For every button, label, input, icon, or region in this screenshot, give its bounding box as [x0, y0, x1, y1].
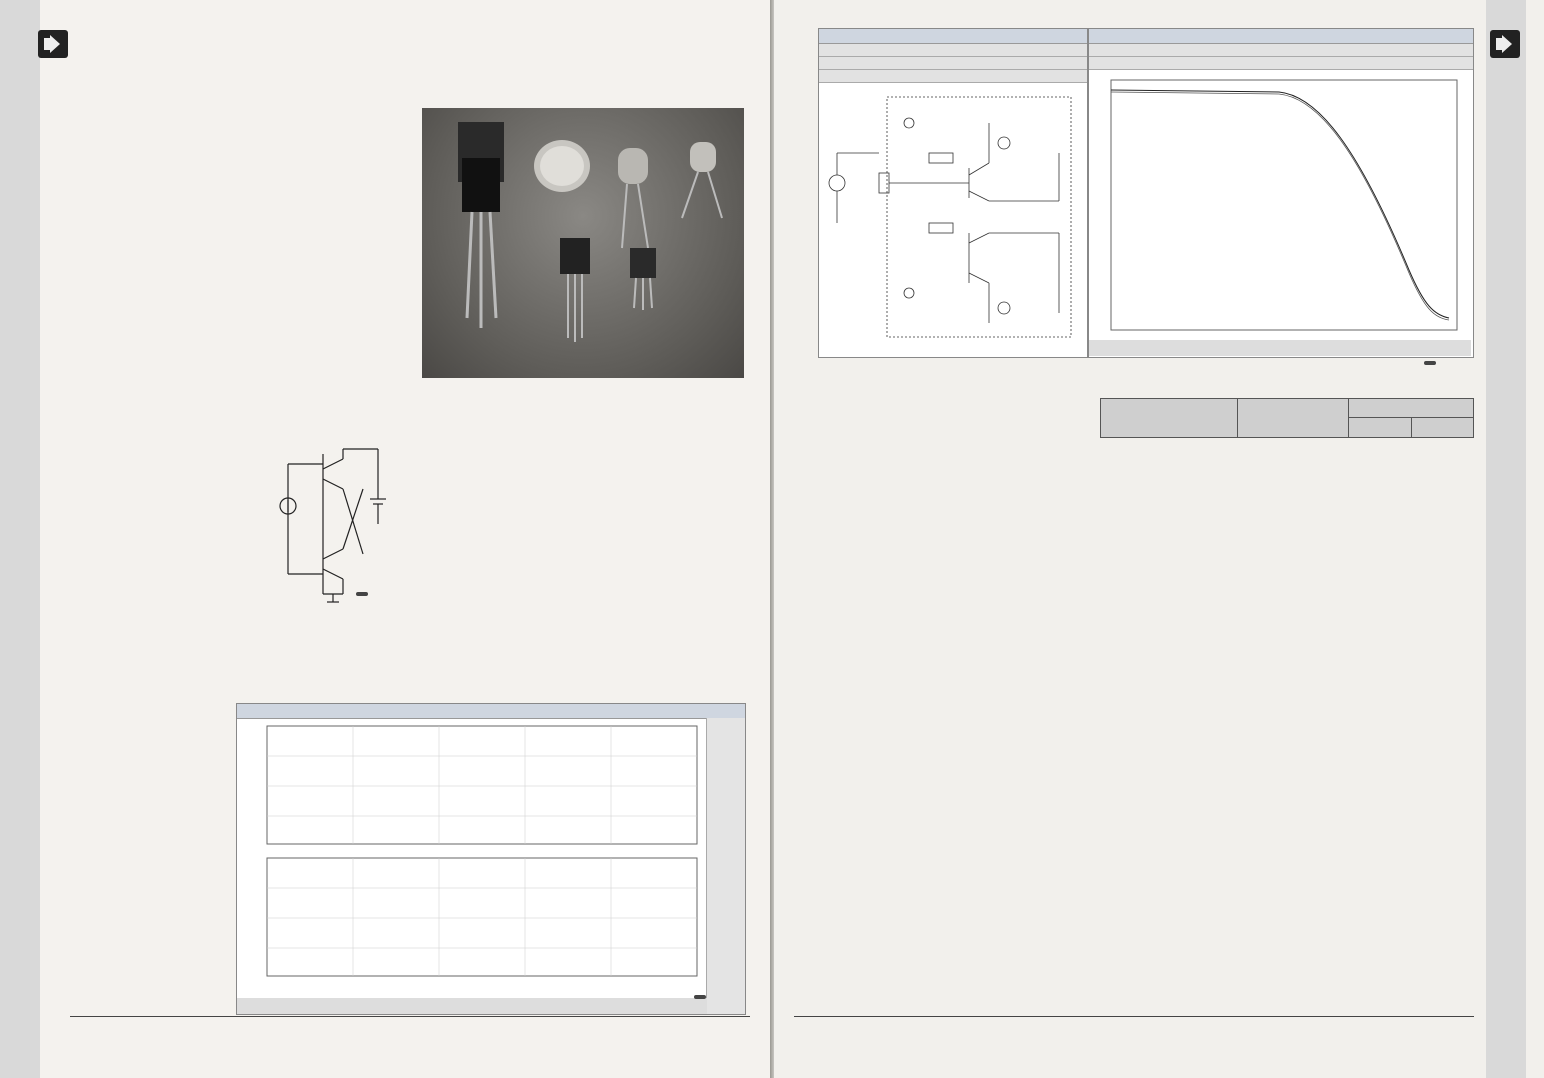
fig3-schematic-window	[818, 28, 1088, 358]
fig2-titlebar	[237, 704, 745, 719]
left-column-1-bottom	[84, 894, 228, 896]
fig2-window	[236, 703, 746, 1015]
transistor-table	[1100, 398, 1474, 438]
right-sidebar	[1486, 0, 1526, 1078]
col-header-current	[1411, 418, 1474, 437]
fig2-plot	[237, 718, 707, 1014]
fig3-left-toolbar-3	[819, 70, 1087, 83]
fig3-right-toolbar	[1089, 44, 1473, 57]
left-page	[0, 0, 770, 1078]
col-header-pair	[1101, 399, 1238, 438]
left-column-1	[84, 126, 406, 136]
fig1-label	[356, 592, 368, 596]
fig1-schematic	[268, 444, 408, 608]
fig3-ac-window	[1088, 28, 1474, 358]
fig3-left-toolbar	[819, 44, 1087, 57]
speaker-logo-icon	[38, 30, 68, 58]
fig3-right-titlebar	[1089, 29, 1473, 44]
fig3-plot	[1089, 70, 1471, 356]
fig3-left-titlebar	[819, 29, 1087, 44]
transistors-photo	[422, 108, 744, 378]
fig3-circuit	[819, 83, 1085, 353]
fig2-toolbox	[706, 718, 745, 1014]
fig3-label	[1424, 361, 1436, 365]
footer-rule	[794, 1016, 1474, 1017]
fig2-label	[694, 995, 706, 999]
left-column-2	[422, 394, 744, 396]
col-header-mode	[1349, 399, 1474, 418]
col-header-ft	[1238, 399, 1349, 438]
fig3-right-toolbar-2	[1089, 57, 1473, 70]
right-page	[774, 0, 1544, 1078]
fig3-left-toolbar-2	[819, 57, 1087, 70]
col-header-voltage	[1349, 418, 1412, 437]
footer-rule	[70, 1016, 750, 1017]
left-sidebar	[0, 0, 40, 1078]
speaker-logo-icon	[1490, 30, 1520, 58]
right-column-1	[816, 378, 1082, 380]
